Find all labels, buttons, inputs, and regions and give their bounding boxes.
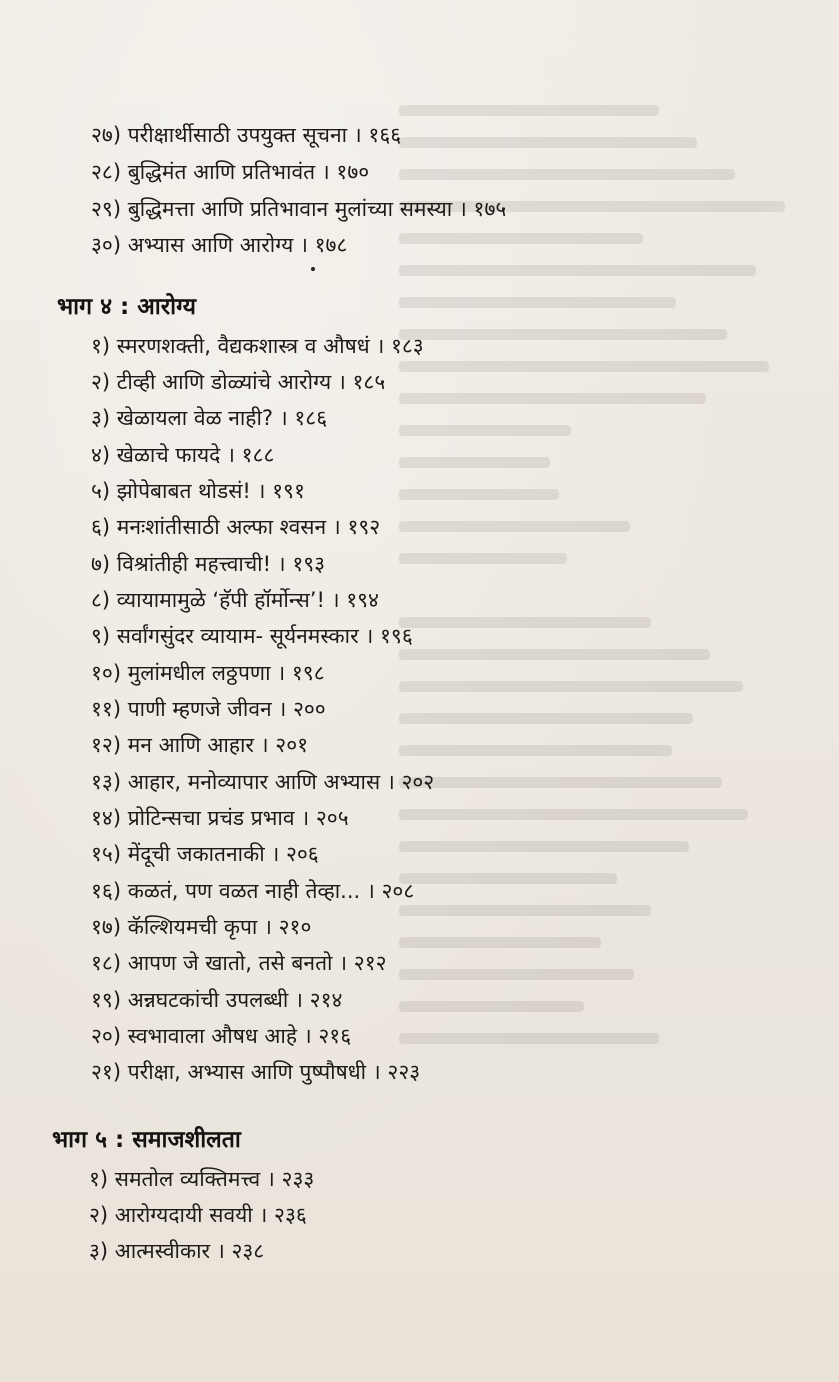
toc-entry: ३) खेळायला वेळ नाही? । १८६ (91, 406, 328, 430)
toc-entry: १०) मुलांमधील लठ्ठपणा । १९८ (91, 661, 325, 685)
toc-entry: १७) कॅल्शियमची कृपा । २१० (91, 915, 312, 939)
toc-entry: ६) मनःशांतीसाठी अल्फा श्वसन । १९२ (91, 515, 381, 539)
part-heading: भाग ५ : समाजशीलता (52, 1127, 241, 1153)
toc-entry: १२) मन आणि आहार । २०१ (91, 733, 309, 757)
toc-entry: १३) आहार, मनोव्यापार आणि अभ्यास । २०२ (91, 770, 435, 794)
toc-entry: ३०) अभ्यास आणि आरोग्य । १७८ (91, 233, 348, 257)
toc-entry: ८) व्यायामामुळे ‘हॅपी हॉर्मोन्स’! । १९४ (91, 588, 379, 612)
toc-entry: ९) सर्वांगसुंदर व्यायाम- सूर्यनमस्कार । १९६ (91, 624, 413, 648)
toc-entry: १९) अन्नघटकांची उपलब्धी । २१४ (91, 988, 343, 1012)
toc-entry: ४) खेळाचे फायदे । १८८ (91, 443, 275, 467)
toc-entry: २) आरोग्यदायी सवयी । २३६ (89, 1203, 307, 1227)
toc-entry: १८) आपण जे खातो, तसे बनतो । २१२ (91, 951, 387, 975)
toc-entry: १) समतोल व्यक्तिमत्त्व । २३३ (89, 1167, 315, 1191)
toc-entry: ३) आत्मस्वीकार । २३८ (89, 1239, 265, 1263)
toc-entry: २१) परीक्षा, अभ्यास आणि पुष्पौषधी । २२३ (91, 1060, 421, 1084)
toc-entry: २) टीव्ही आणि डोळ्यांचे आरोग्य । १८५ (91, 370, 386, 394)
stray-mark (311, 267, 315, 271)
toc-entry: २७) परीक्षार्थीसाठी उपयुक्त सूचना । १६६ (91, 123, 402, 147)
toc-entry: १४) प्रोटिन्सचा प्रचंड प्रभाव । २०५ (91, 806, 349, 830)
toc-entry: १५) मेंदूची जकातनाकी । २०६ (91, 842, 319, 866)
toc-entry: ७) विश्रांतीही महत्त्वाची! । १९३ (91, 552, 326, 576)
toc-entry: २८) बुद्धिमंत आणि प्रतिभावंत । १७० (91, 160, 370, 184)
toc-entry: २०) स्वभावाला औषध आहे । २१६ (91, 1024, 352, 1048)
toc-entry: २९) बुद्धिमत्ता आणि प्रतिभावान मुलांच्या समस्या । १७५ (91, 197, 507, 221)
toc-entry: ५) झोपेबाबत थोडसं! । १९१ (91, 479, 305, 503)
part-heading: भाग ४ : आरोग्य (57, 294, 196, 320)
toc-entry: १) स्मरणशक्ती, वैद्यकशास्त्र व औषधं । १८३ (91, 334, 424, 358)
toc-entry: ११) पाणी म्हणजे जीवन । २०० (91, 697, 326, 721)
show-through-text (399, 105, 819, 1165)
toc-entry: १६) कळतं, पण वळत नाही तेव्हा... । २०८ (91, 879, 415, 903)
